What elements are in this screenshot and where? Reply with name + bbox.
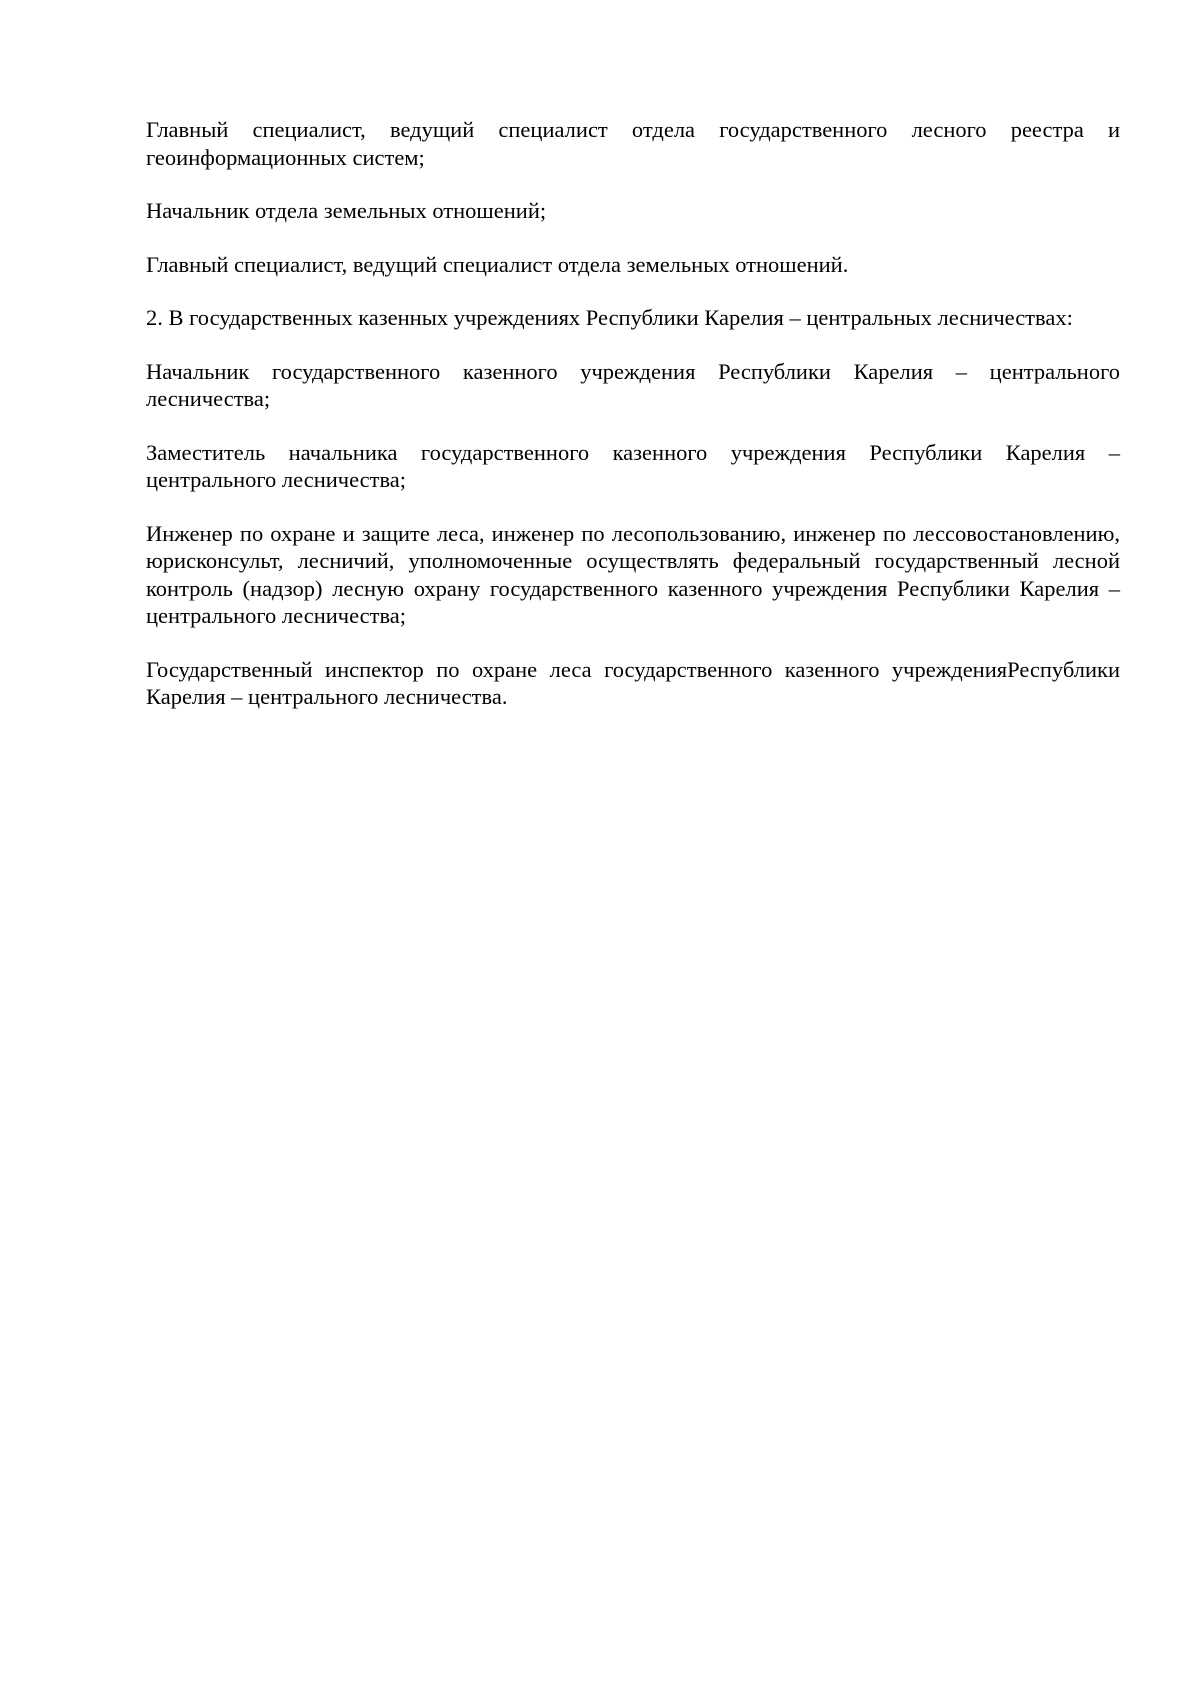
paragraph-forestry-deputy-head: Заместитель начальника государственного казенного учреждения Республики Карелия – центрального лесничества;	[146, 439, 1120, 492]
paragraph-section-2-heading: 2. В государственных казенных учреждениях Республики Карелия – центральных лесничествах:	[146, 305, 1073, 330]
paragraph-forest-registry-specialist: Главный специалист, ведущий специалист отдела государственного лесного реестра и геоинформационных систем;	[146, 117, 1120, 170]
paragraph-forest-inspector: Государственный инспектор по охране леса государственного казенного учрежденияРеспублики Карелия – центрального лесничества.	[146, 656, 1120, 709]
paragraph-land-relations-head: Начальник отдела земельных отношений;	[146, 198, 547, 223]
paragraph-forestry-head: Начальник государственного казенного учреждения Республики Карелия – центрального лесничества;	[146, 358, 1120, 411]
document-body	[146, 116, 1120, 737]
paragraph-forestry-engineers: Инженер по охране и защите леса, инженер по лесопользованию, инженер по лессовостановлению, юрисконсульт, лесничий, уполномоченные осуществлять федеральный государственный лесной контроль (надзор) лесную охрану государственного казенного учреждения Республики Карелия – центрального лесничества;	[146, 520, 1120, 628]
paragraph-land-relations-specialist: Главный специалист, ведущий специалист отдела земельных отношений.	[146, 251, 849, 277]
